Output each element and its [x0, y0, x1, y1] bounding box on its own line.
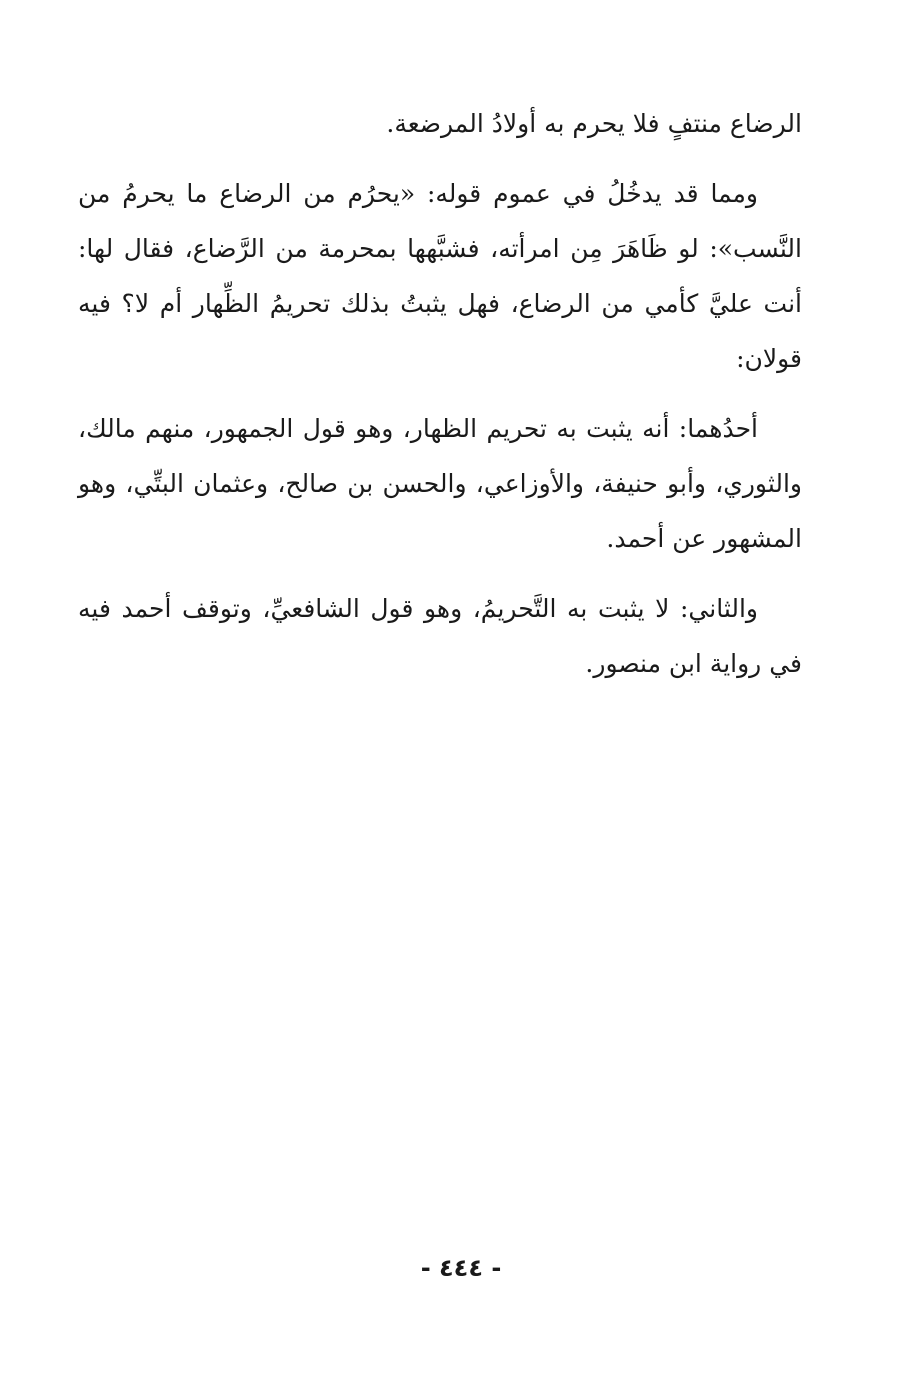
paragraph-first-opinion: أحدُهما: أنه يثبت به تحريم الظهار، وهو قول الجمهور، منهم مالك، والثوري، وأبو حنيفة، والأوزاعي، والحسن بن صالح، وعثمان البتِّي، وهو المشهور عن أحمد.: [78, 414, 802, 553]
paragraph-zihar-question: ومما قد يدخُلُ في عموم قوله: «يحرُم من الرضاع ما يحرمُ من النَّسب»: لو ظَاهَرَ مِن امرأته، فشبَّهها بمحرمة من الرَّضاع، فقال لها: أنت عليَّ كأمي من الرضاع، فهل يثبتُ بذلك تحريمُ الظِّهار أم لا؟ فيه قولان:: [78, 179, 802, 373]
paragraph-second-opinion: والثاني: لا يثبت به التَّحريمُ، وهو قول الشافعيِّ، وتوقف أحمد فيه في رواية ابن منصور.: [78, 594, 802, 678]
page-number: - ٤٤٤ -: [420, 1254, 502, 1282]
body-text: [78, 96, 802, 706]
paragraph-continuation: الرضاع منتفٍ فلا يحرم به أولادُ المرضعة.: [386, 109, 802, 138]
